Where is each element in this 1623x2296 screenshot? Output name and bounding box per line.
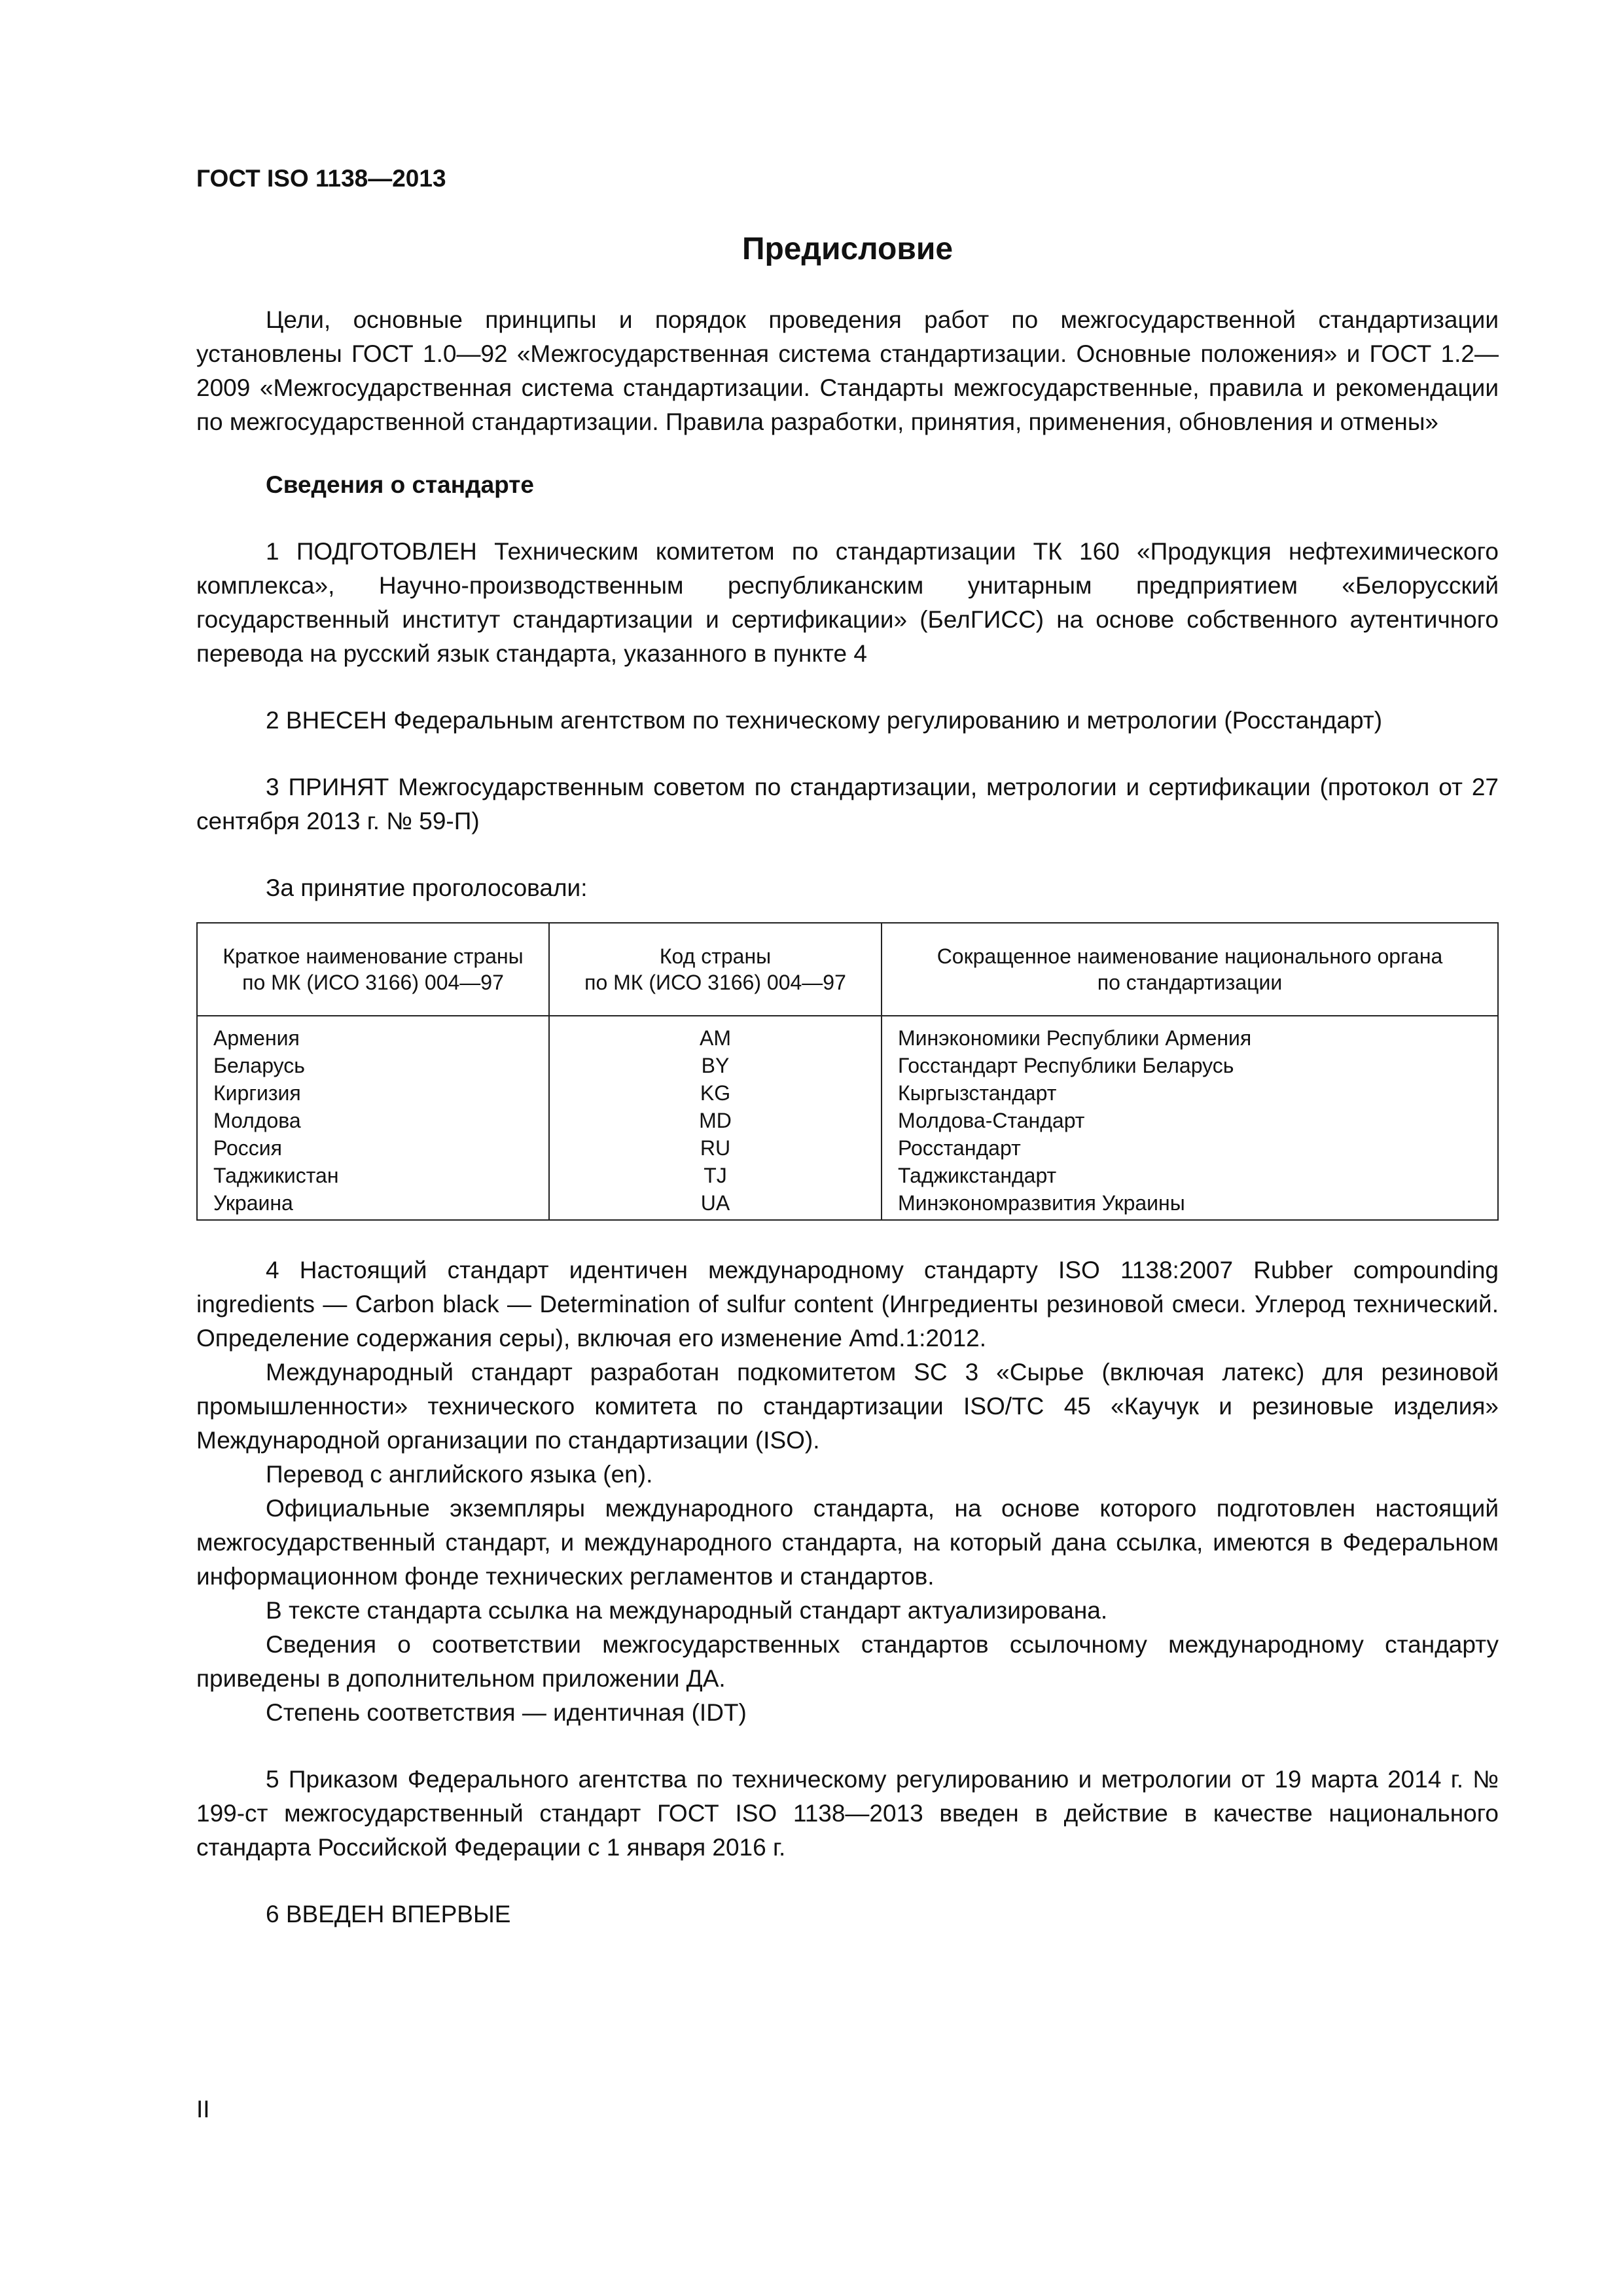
- national-body: Кыргызстандарт: [882, 1079, 1498, 1107]
- voting-table: [196, 922, 1499, 1221]
- preface-body: [196, 303, 1499, 1931]
- country-code: BY: [549, 1052, 882, 1079]
- country-name: Армения: [197, 1016, 549, 1052]
- country-name: Украина: [197, 1189, 549, 1220]
- item-6-first-introduced: 6 ВВЕДЕН ВПЕРВЫЕ: [266, 1901, 511, 1928]
- country-name: Таджикистан: [197, 1162, 549, 1189]
- document-page: [196, 0, 1499, 2296]
- document-code: ГОСТ ISO 1138—2013: [196, 165, 446, 192]
- table-row: [197, 1134, 1498, 1162]
- table-row: [197, 1079, 1498, 1107]
- country-code: UA: [549, 1189, 882, 1220]
- national-body: Росстандарт: [882, 1134, 1498, 1162]
- table-row: [197, 1052, 1498, 1079]
- country-code: MD: [549, 1107, 882, 1134]
- country-code: KG: [549, 1079, 882, 1107]
- country-code: AM: [549, 1016, 882, 1052]
- header-national-body: Сокращенное наименование национального органа по стандартизации: [882, 923, 1498, 1016]
- table-header-row: [197, 923, 1498, 1016]
- table-row: [197, 1107, 1498, 1134]
- item-4-developer: Международный стандарт разработан подкомитетом SC 3 «Сырье (включая латекс) для резиновой промышленности» технического комитета по стандартизации ISO/TC 45 «Каучук и резиновые изделия» Международной организации по стандартизации (ISO).: [196, 1359, 1499, 1454]
- page-number: II: [196, 2096, 210, 2123]
- national-body: Молдова-Стандарт: [882, 1107, 1498, 1134]
- header-country-code: Код страны по МК (ИСО 3166) 004—97: [549, 923, 882, 1016]
- table-row: [197, 1016, 1498, 1052]
- section-heading: Сведения о стандарте: [266, 471, 534, 498]
- vote-intro: За принятие проголосовали:: [266, 874, 588, 901]
- intro-paragraph: Цели, основные принципы и порядок проведения работ по межгосударственной стандартизации установлены ГОСТ 1.0—92 «Межгосударственная система стандартизации. Основные положения» и ГОСТ 1.2—2009 «Межгосударственная система стандартизации. Стандарты межгосударственные, правила и рекомендации по межгосударственной стандартизации. Правила разработки, принятия, применения, обновления и отмены»: [196, 306, 1499, 435]
- item-4-official-copies: Официальные экземпляры международного стандарта, на основе которого подготовлен настоящий межгосударственный стандарт, и международного стандарта, на который дана ссылка, имеются в Федеральном информационном фонде технических регламентов и стандартов.: [196, 1495, 1499, 1590]
- national-body: Таджикстандарт: [882, 1162, 1498, 1189]
- item-4-degree: Степень соответствия — идентичная (IDT): [266, 1699, 747, 1726]
- item-4-identity: 4 Настоящий стандарт идентичен международному стандарту ISO 1138:2007 Rubber compounding ingredients — Carbon black — Determination of sulfur content (Ингредиенты резиновой смеси. Углерод технический. Определение содержания серы), включая его изменение Amd.1:2012.: [196, 1257, 1499, 1352]
- item-3-adopted: 3 ПРИНЯТ Межгосударственным советом по стандартизации, метрологии и сертификации (протокол от 27 сентября 2013 г. № 59-П): [196, 774, 1499, 834]
- page-title: Предисловие: [741, 232, 954, 266]
- table-row: [197, 1162, 1498, 1189]
- national-body: Госстандарт Республики Беларусь: [882, 1052, 1498, 1079]
- item-5-order: 5 Приказом Федерального агентства по техническому регулированию и метрологии от 19 марта 2014 г. № 199-ст межгосударственный стандарт ГОСТ ISO 1138—2013 введен в действие в качестве национального стандарта Российской Федерации с 1 января 2016 г.: [196, 1766, 1499, 1861]
- item-4-translation: Перевод с английского языка (en).: [266, 1461, 653, 1488]
- country-name: Беларусь: [197, 1052, 549, 1079]
- item-2-submitted: 2 ВНЕСЕН Федеральным агентством по техническому регулированию и метрологии (Росстандарт): [266, 707, 1383, 734]
- country-code: TJ: [549, 1162, 882, 1189]
- national-body: Минэкономики Республики Армения: [882, 1016, 1498, 1052]
- country-name: Киргизия: [197, 1079, 549, 1107]
- national-body: Минэкономразвития Украины: [882, 1189, 1498, 1220]
- item-1-prepared: 1 ПОДГОТОВЛЕН Техническим комитетом по стандартизации ТК 160 «Продукция нефтехимического комплекса», Научно-производственным республиканским унитарным предприятием «Белорусский государственный институт стандартизации и сертификации» (БелГИСС) на основе собственного аутентичного перевода на русский язык стандарта, указанного в пункте 4: [196, 538, 1499, 667]
- country-code: RU: [549, 1134, 882, 1162]
- table-row: [197, 1189, 1498, 1220]
- item-4-correspondence: Сведения о соответствии межгосударственных стандартов ссылочному международному стандарту приведены в дополнительном приложении ДА.: [196, 1631, 1499, 1692]
- header-country-name: Краткое наименование страны по МК (ИСО 3166) 004—97: [197, 923, 549, 1016]
- country-name: Молдова: [197, 1107, 549, 1134]
- country-name: Россия: [197, 1134, 549, 1162]
- item-4-reference-updated: В тексте стандарта ссылка на международный стандарт актуализирована.: [266, 1597, 1108, 1624]
